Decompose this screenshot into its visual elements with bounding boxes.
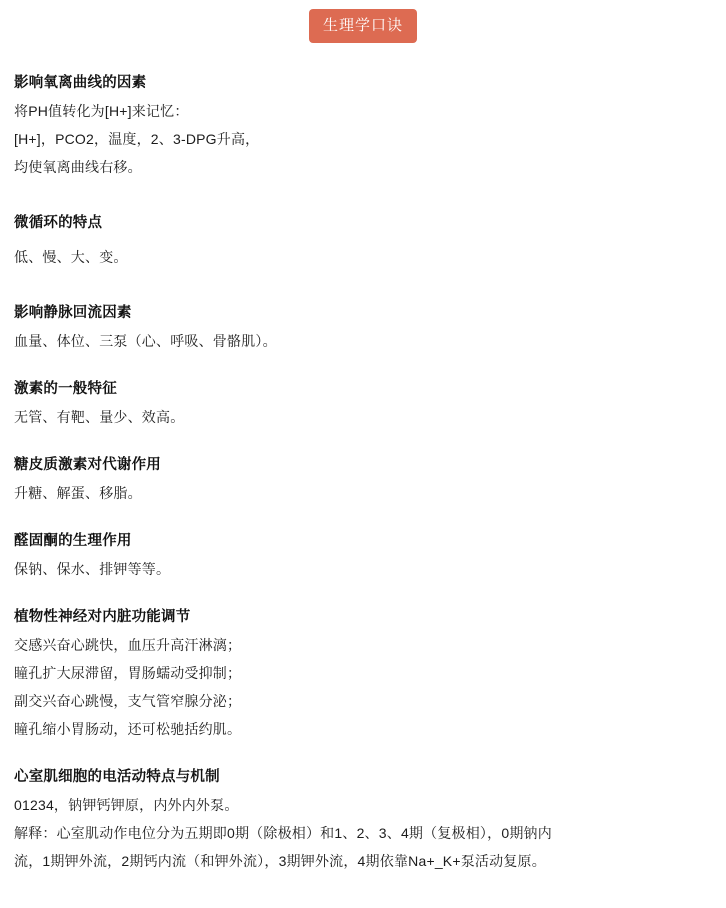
body-line: 血量、体位、三泵（心、呼吸、骨骼肌）。 — [14, 333, 277, 349]
section-body — [14, 555, 712, 583]
spacer — [14, 361, 712, 375]
body-line: 副交兴奋心跳慢，支气管窄腺分泌； — [14, 693, 242, 709]
section-heading: 糖皮质激素对代谢作用 — [14, 457, 161, 473]
section-4 — [14, 375, 712, 431]
section-heading: 影响氧离曲线的因素 — [14, 75, 147, 91]
section-2 — [14, 209, 712, 271]
section-body — [14, 631, 712, 743]
section-body — [14, 327, 712, 355]
spacer — [14, 589, 712, 603]
section-8 — [14, 763, 712, 875]
section-heading: 心室肌细胞的电活动特点与机制 — [14, 769, 220, 785]
body-line: 均使氧离曲线右移。 — [14, 159, 142, 175]
page-title-container — [14, 0, 712, 45]
body-line: 01234，钠钾钙钾原，内外内外泵。 — [14, 797, 239, 813]
body-line: 升糖、解蛋、移脂。 — [14, 485, 142, 501]
spacer — [14, 187, 712, 209]
section-heading: 影响静脉回流因素 — [14, 305, 132, 321]
document-content — [14, 45, 712, 875]
section-heading: 醛固酮的生理作用 — [14, 533, 132, 549]
body-line: 将PH值转化为[H+]来记忆： — [14, 103, 189, 119]
section-1 — [14, 69, 712, 181]
section-7 — [14, 603, 712, 743]
section-heading: 植物性神经对内脏功能调节 — [14, 609, 191, 625]
body-line: 无管、有靶、量少、效高。 — [14, 409, 185, 425]
body-line: 瞳孔扩大尿滞留，胃肠蠕动受抑制； — [14, 665, 242, 681]
section-body — [14, 97, 712, 181]
spacer — [14, 277, 712, 299]
body-line: 交感兴奋心跳快，血压升高汗淋漓； — [14, 637, 242, 653]
section-body — [14, 403, 712, 431]
body-line: [H+]，PCO2，温度，2、3-DPG升高， — [14, 131, 260, 147]
section-6 — [14, 527, 712, 583]
body-line: 保钠、保水、排钾等等。 — [14, 561, 171, 577]
body-line: 低、慢、大、变。 — [14, 249, 128, 265]
section-body — [14, 791, 712, 875]
section-body — [14, 243, 712, 271]
section-3 — [14, 299, 712, 355]
body-line: 解释：心室肌动作电位分为五期即0期（除极相）和1、2、3、4期（复极相），0期钠内 — [14, 825, 552, 841]
body-line: 流，1期钾外流，2期钙内流（和钾外流），3期钾外流，4期依靠Na+_K+泵活动复原。 — [14, 853, 546, 869]
spacer — [14, 437, 712, 451]
section-heading: 微循环的特点 — [14, 215, 103, 231]
section-body — [14, 479, 712, 507]
section-5 — [14, 451, 712, 507]
body-line: 瞳孔缩小胃肠动，还可松驰括约肌。 — [14, 721, 242, 737]
spacer — [14, 749, 712, 763]
page-title-badge: 生理学口诀 — [309, 9, 417, 43]
section-heading: 激素的一般特征 — [14, 381, 117, 397]
spacer — [14, 513, 712, 527]
